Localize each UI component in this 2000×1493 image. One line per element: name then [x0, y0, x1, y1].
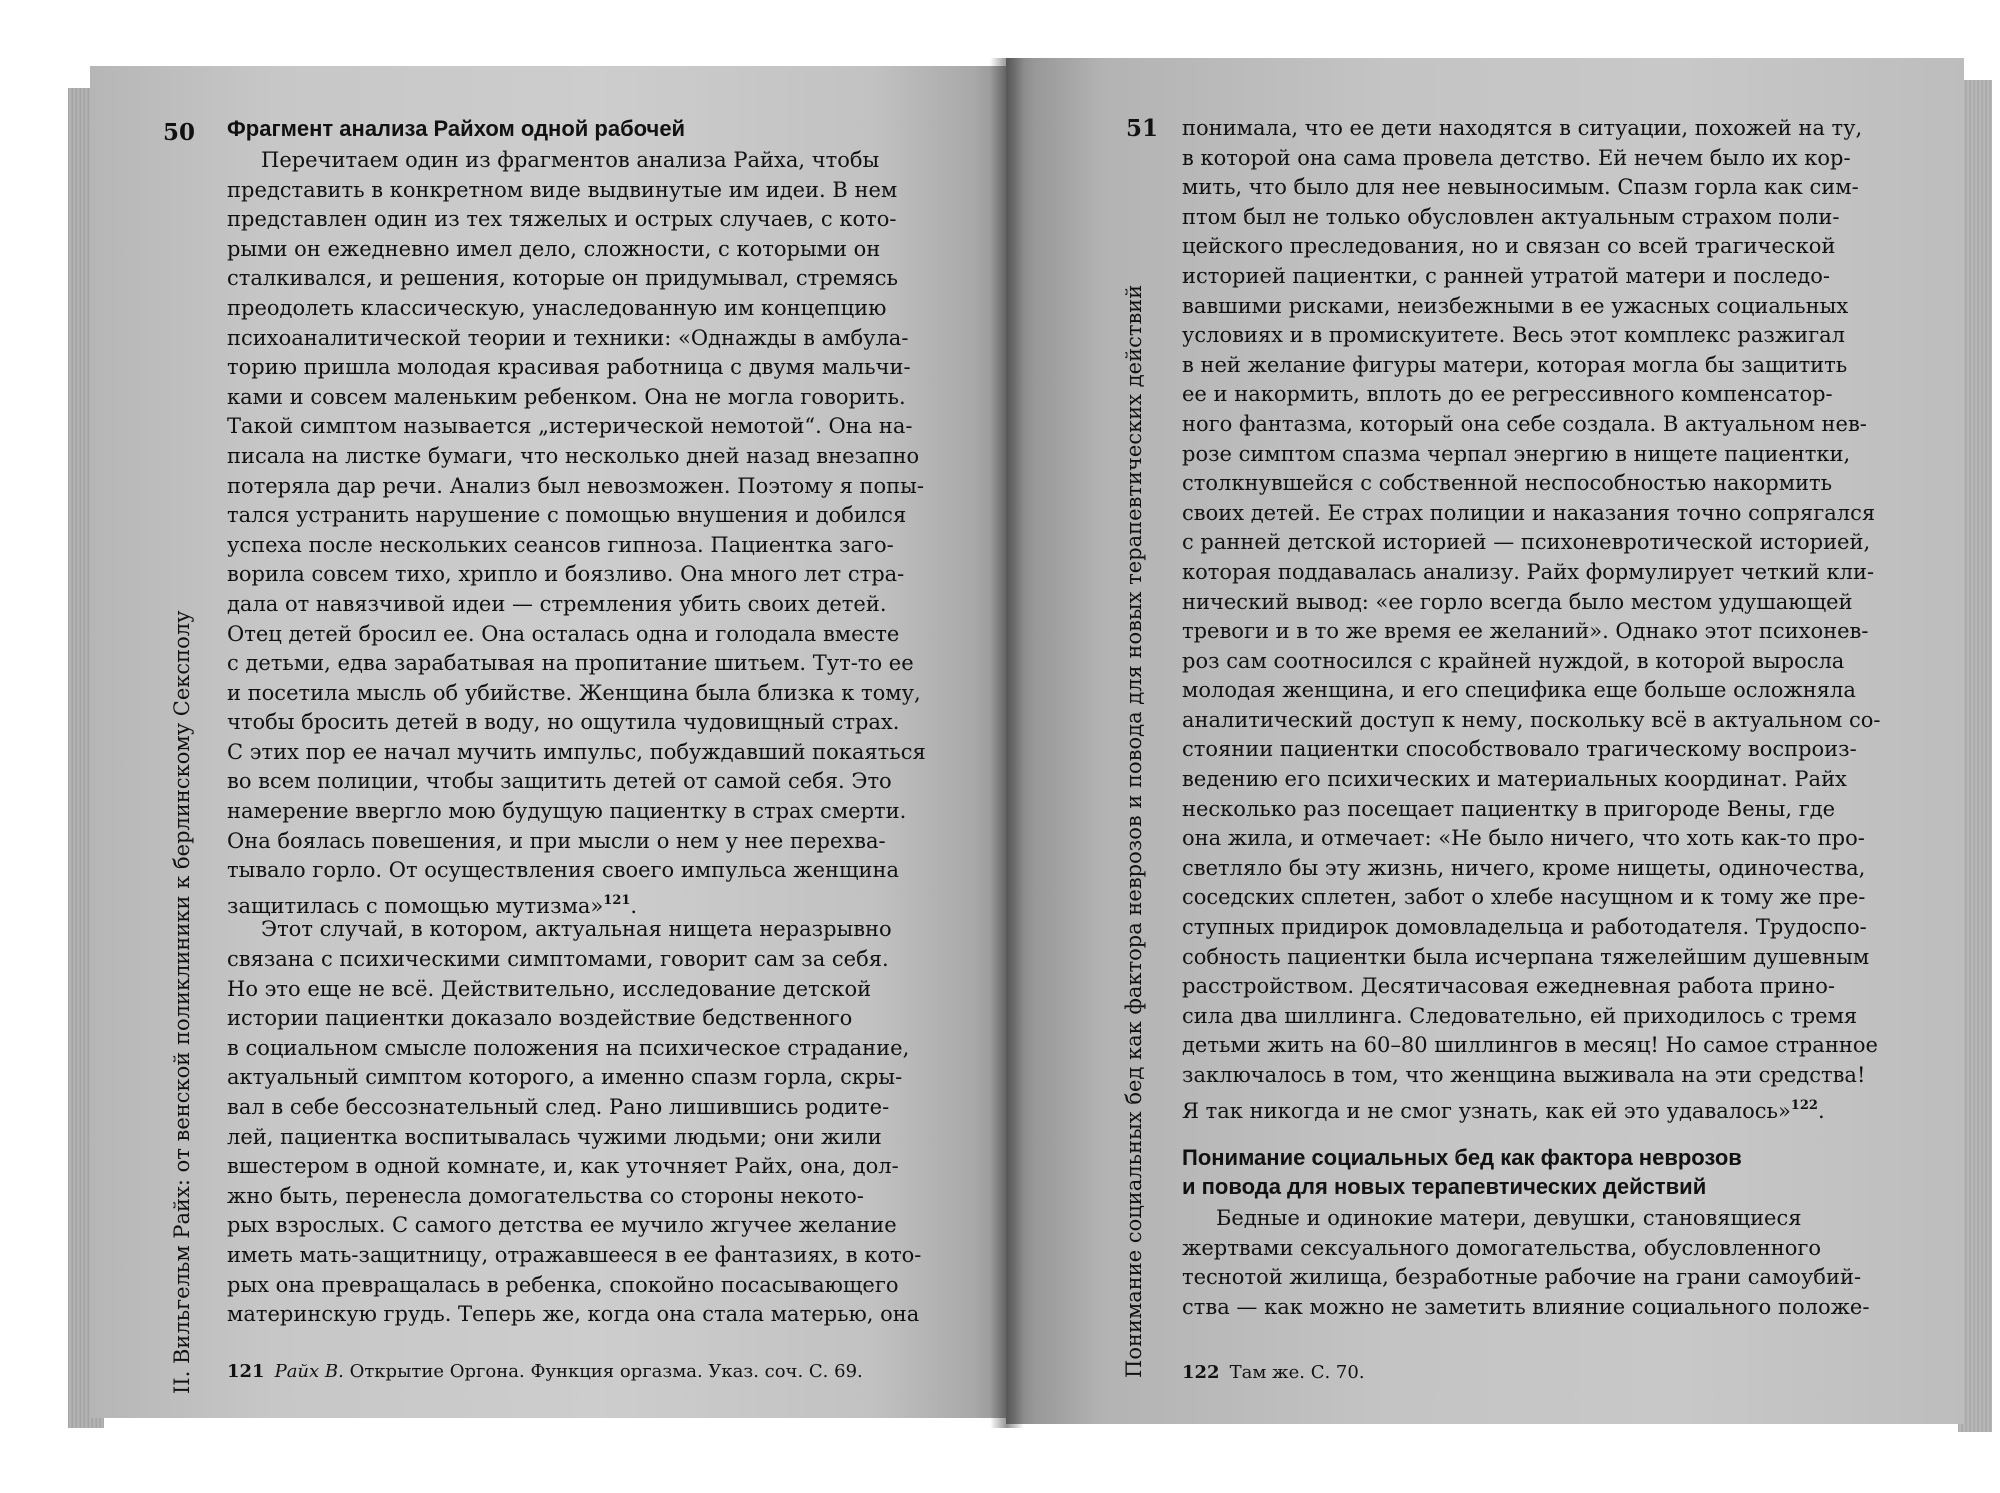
text-line: тывало горло. От осуществления своего импульса женщина — [227, 858, 900, 883]
text-line: расстройством. Десятичасовая ежедневная работа прино- — [1182, 974, 1835, 999]
right-section-heading — [1182, 1143, 1742, 1201]
text-line: рыми он ежедневно имел дело, сложности, с которыми он — [227, 236, 881, 261]
text-line: соседских сплетен, забот о хлебе насущном и к тому же пре- — [1182, 885, 1866, 910]
text-line: аналитический доступ к нему, поскольку всё в актуальном со- — [1182, 707, 1881, 732]
text-line: связана с психическими симптомами, говорит сам за себя. — [227, 947, 889, 972]
text-line: С этих пор ее начал мучить импульс, побуждавший покаяться — [227, 739, 926, 764]
footnote-number: 122 — [1182, 1362, 1220, 1383]
text-line: лей, пациентка воспитывалась чужими людьми; они жили — [227, 1124, 882, 1149]
text-line: нический вывод: «ее горло всегда было местом удушающей — [1182, 589, 1853, 614]
text-line: своих детей. Ее страх полиции и наказания точно сопрягался — [1182, 500, 1876, 525]
left-body-text — [227, 146, 926, 1330]
text-line: ства — как можно не заметить влияние социального положе- — [1182, 1294, 1870, 1319]
text-line: потеряла дар речи. Анализ был невозможен. Поэтому я попы- — [227, 473, 924, 498]
book-gutter — [990, 58, 1024, 1428]
text-line: жно быть, перенесла домогательства со стороны некото- — [227, 1183, 864, 1208]
text-line-content: Я так никогда и не смог узнать, как ей это удавалось» — [1182, 1098, 1791, 1123]
text-line: писала на листке бумаги, что несколько дней назад внезапно — [227, 443, 920, 468]
text-line: Бедные и одинокие матери, девушки, становящиеся — [1216, 1206, 1802, 1230]
right-page-number: 51 — [1126, 115, 1159, 142]
left-page-number: 50 — [163, 119, 196, 146]
text-line: намерение ввергло мою будущую пациентку в страх смерти. — [227, 799, 907, 824]
text-line: историей пациентки, с ранней утратой матери и последо- — [1182, 263, 1830, 288]
text-line: светляло бы эту жизнь, ничего, кроме нищеты, одиночества, — [1182, 855, 1866, 880]
text-line: в социальном смысле положения на психическое страдание, — [227, 1035, 910, 1060]
text-line: преодолеть классическую, унаследованную им концепцию — [227, 295, 887, 320]
text-line: Отец детей бросил ее. Она осталась одна и голодала вместе — [227, 621, 900, 646]
text-line: чтобы бросить детей в воду, но ощутила чудовищный страх. — [227, 710, 900, 735]
text-line: которая поддавалась анализу. Райх формулирует четкий кли- — [1182, 559, 1875, 584]
text-line: вавшими рисками, неизбежными в ее ужасных социальных — [1182, 293, 1849, 318]
text-line: ее и накормить, вплоть до ее регрессивного компенсатор- — [1182, 382, 1833, 407]
text-line: тался устранить нарушение с помощью внушения и добился — [227, 503, 907, 528]
text-line: с ранней детской историей — психоневротической историей, — [1182, 530, 1871, 555]
text-line: в ней желание фигуры матери, которая могла бы защитить — [1182, 352, 1848, 377]
text-line: и посетила мысль об убийстве. Женщина была близка к тому, — [227, 680, 921, 705]
text-line: условиях и в промискуитете. Весь этот комплекс разжигал — [1182, 323, 1846, 348]
text-line: представлен один из тех тяжелых и острых случаев, с кото- — [227, 207, 897, 232]
text-line: розе симптом спазма черпал энергию в нищете пациентки, — [1182, 441, 1851, 466]
text-line: цейского преследования, но и связан со всей трагической — [1182, 234, 1836, 259]
text-line: Она боялась повешения, и при мысли о нем у нее перехва- — [227, 828, 886, 853]
text-line: Но это еще не всё. Действительно, исследование детской — [227, 976, 872, 1001]
text-line: истории пациентки доказало воздействие бедственного — [227, 1006, 853, 1031]
footnote-text: Там же. С. 70. — [1229, 1362, 1365, 1383]
text-line: торию пришла молодая красивая работница с двумя мальчи- — [227, 355, 911, 380]
text-line: собность пациентки была исчерпана тяжелейшим душевным — [1182, 944, 1870, 969]
text-line: она жила, и отмечает: «Не было ничего, что хоть как-то про- — [1182, 826, 1865, 851]
text-line: материнскую грудь. Теперь же, когда она стала матерью, она — [227, 1302, 920, 1327]
text-line: ками и совсем маленьким ребенком. Она не могла говорить. — [227, 384, 906, 409]
text-line: успеха после нескольких сеансов гипноза. Пациентка заго- — [227, 532, 894, 557]
footnote-author: Райх В. — [274, 1361, 344, 1382]
heading-line: Понимание социальных бед как фактора неврозов — [1182, 1145, 1742, 1170]
text-line: в которой она сама провела детство. Ей нечем было их кор- — [1182, 145, 1851, 170]
text-line: иметь мать-защитницу, отражавшееся в ее фантазиях, в кото- — [227, 1242, 922, 1267]
text-line: Я так никогда и не смог узнать, как ей это удавалось»$^{122}$. — [1182, 1097, 1825, 1123]
right-footnote — [1182, 1362, 1365, 1383]
text-line: рых она превращалась в ребенка, спокойно посасывающего — [227, 1272, 899, 1297]
text-line: ступных придирок домовладельца и работодателя. Трудоспо- — [1182, 915, 1867, 940]
right-body-text — [1182, 114, 1881, 1123]
text-line: психоаналитической теории и техники: «Однажды в амбула- — [227, 325, 909, 350]
text-line: Этот случай, в котором, актуальная нищета неразрывно — [261, 917, 892, 942]
text-line: актуальный симптом которого, а именно спазм горла, скры- — [227, 1065, 903, 1090]
footnote-marker[interactable]: 121 — [603, 892, 631, 908]
text-line: тревоги и в то же время ее желаний». Однако этот психонев- — [1182, 619, 1869, 644]
text-line: сила два шиллинга. Следовательно, ей приходилось с тремя — [1182, 1003, 1858, 1028]
text-line: Перечитаем один из фрагментов анализа Райха, чтобы — [261, 148, 880, 172]
text-line: ного фантазма, который она себе создала. В актуальном нев- — [1182, 411, 1867, 436]
text-line: молодая женщина, и его специфика еще больше осложняла — [1182, 678, 1856, 703]
text-line: защитилась с помощью мутизма»$^{121}$. — [227, 892, 638, 918]
text-line: рых взрослых. С самого детства ее мучило жгучее желание — [227, 1213, 897, 1238]
text-line: дала от навязчивой идеи — стремления убить своих детей. — [227, 591, 887, 616]
left-section-heading: Фрагмент анализа Райхом одной рабочей — [227, 116, 686, 141]
right-running-head: Понимание социальных бед как фактора неврозов и повода для новых терапевтических действий — [1122, 284, 1146, 1378]
heading-line: и повода для новых терапевтических действий — [1182, 1174, 1707, 1199]
text-line: ведению его психических и материальных координат. Райх — [1182, 767, 1847, 792]
footnote-marker[interactable]: 122 — [1790, 1097, 1818, 1113]
text-line: теснотой жилища, безработные рабочие на грани самоубий- — [1182, 1265, 1862, 1290]
text-line: вшестером в одной комнате, и, как уточняет Райх, она, дол- — [227, 1154, 899, 1179]
text-line: стоянии пациентки способствовало трагическому воспроиз- — [1182, 737, 1857, 762]
text-line: роз сам соотносился с крайней нуждой, в которой выросла — [1182, 648, 1845, 673]
text-line: с детьми, едва зарабатывая на пропитание шитьем. Тут-то ее — [227, 651, 914, 676]
text-line: заключалось в том, что женщина выживала на эти средства! — [1182, 1063, 1866, 1087]
text-line: сталкивался, и решения, которые он придумывал, стремясь — [227, 266, 898, 291]
text-line: жертвами сексуального домогательства, обусловленного — [1182, 1235, 1822, 1260]
left-running-head: II. Вильгельм Райх: от венской поликлиники к берлинскому Сексполу — [170, 610, 194, 1394]
text-line: представить в конкретном виде выдвинутые им идеи. В нем — [227, 177, 898, 202]
footnote-text: Открытие Оргона. Функция оргазма. Указ. соч. С. 69. — [349, 1361, 863, 1382]
text-line: столкнувшейся с собственной неспособностью накормить — [1182, 471, 1833, 496]
text-line: понимала, что ее дети находятся в ситуации, похожей на ту, — [1182, 116, 1863, 140]
left-page — [90, 66, 1010, 1418]
text-line: детьми жить на 60–80 шиллингов в месяц! Но самое странное — [1182, 1033, 1878, 1058]
text-line-content: защитилась с помощью мутизма» — [227, 893, 604, 918]
left-footnote — [227, 1361, 863, 1382]
text-line: во всем полиции, чтобы защитить детей от самой себя. Это — [227, 769, 892, 794]
text-line: ворила совсем тихо, хрипло и боязливо. Она много лет стра- — [227, 562, 905, 587]
text-line: вал в себе бессознательный след. Рано лишившись родите- — [227, 1095, 890, 1119]
text-line: Такой симптом называется „истерической немотой“. Она на- — [227, 414, 913, 439]
text-line: мить, что было для нее невыносимым. Спазм горла как сим- — [1182, 175, 1859, 200]
right-body-text-after — [1182, 1204, 1869, 1322]
text-line: несколько раз посещает пациентку в пригороде Вены, где — [1182, 796, 1836, 821]
right-page — [1006, 58, 1964, 1424]
footnote-number: 121 — [227, 1361, 265, 1382]
text-line: птом был не только обусловлен актуальным страхом поли- — [1182, 204, 1840, 229]
